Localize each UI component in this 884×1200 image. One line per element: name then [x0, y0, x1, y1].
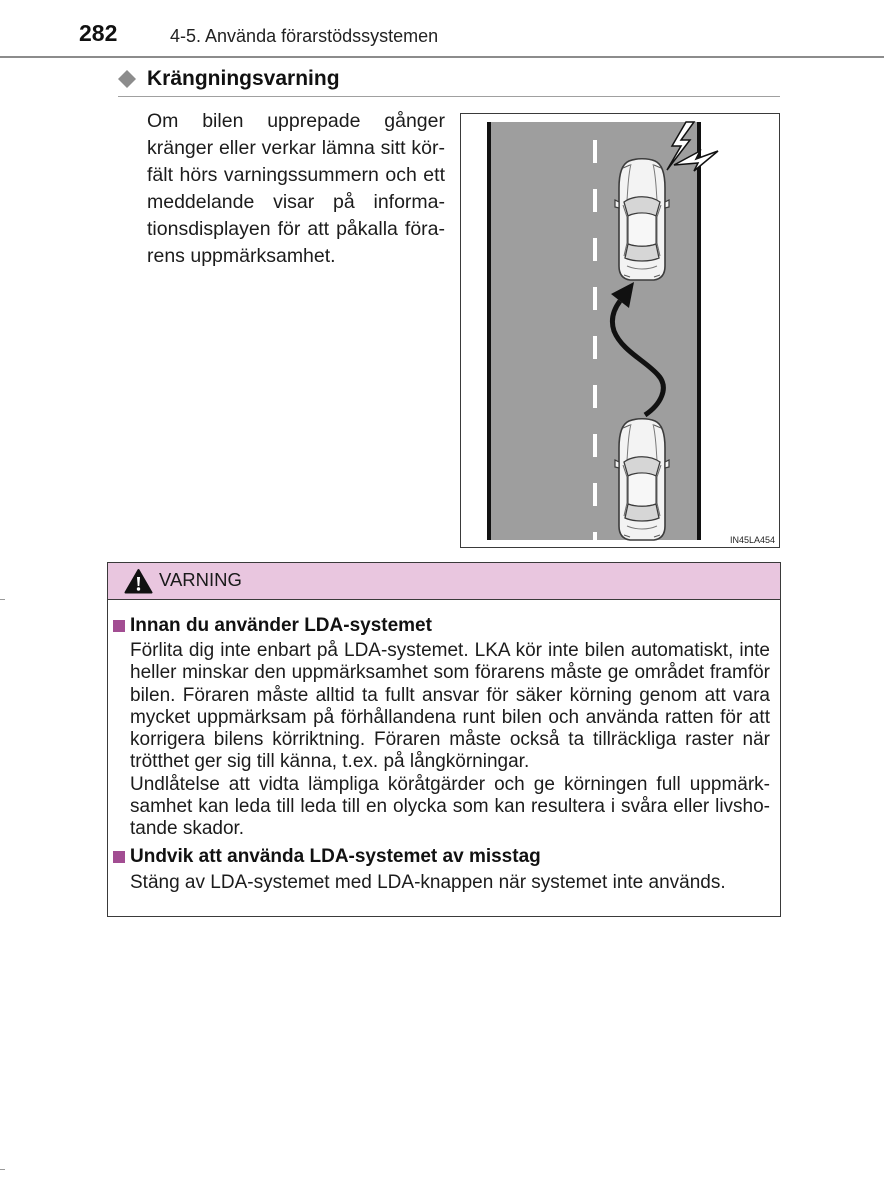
warning-label: VARNING: [159, 569, 242, 590]
body-line: kränger eller verkar lämna sitt kör-: [147, 137, 445, 159]
diamond-icon: [117, 68, 137, 90]
car-top: [615, 159, 669, 280]
warning-line: Undlåtelse att vidta lämpliga köråtgärder och ge körningen full uppmärk-: [130, 773, 770, 795]
section-rule: [118, 96, 780, 97]
warning-line: Stäng av LDA-systemet med LDA-knappen när systemet inte används.: [130, 872, 726, 893]
warning-triangle-icon: [124, 568, 153, 594]
body-line: rens uppmärksamhet.: [147, 245, 336, 267]
warning-line: trötthet ger sig till känna, t.ex. på långkörningar.: [130, 751, 530, 773]
body-line: tionsdisplayen för att påkalla föra-: [147, 218, 445, 240]
warning-item-text: [130, 872, 770, 894]
warning-line: heller minskar den uppmärksamhet som förarens måste ge området framför: [130, 662, 770, 684]
car-bottom: [615, 419, 669, 540]
square-bullet-icon: [113, 851, 125, 863]
warning-line: tande skador.: [130, 818, 245, 839]
section-title: Krängningsvarning: [147, 67, 340, 90]
warning-line: Förlita dig inte enbart på LDA-systemet. LKA kör inte bilen automatiskt, inte: [130, 640, 770, 661]
warning-item-heading: Innan du använder LDA-systemet: [130, 615, 432, 636]
crop-mark: [0, 599, 5, 600]
lane-departure-illustration: [460, 113, 780, 548]
square-bullet-icon: [113, 620, 125, 632]
warning-line: samhet kan leda till leda till en olycka som kan resultera i svåra eller livsho-: [130, 795, 770, 817]
page-number: 282: [79, 20, 118, 46]
road-edge-left: [487, 122, 491, 540]
figure-code: IN45LA454: [729, 535, 775, 545]
body-line: meddelande visar på informa-: [147, 191, 445, 213]
road-edge-right: [697, 122, 701, 540]
section-body: [147, 108, 445, 270]
chapter-title: 4-5. Använda förarstödssystemen: [170, 26, 439, 46]
warning-box: [107, 562, 781, 917]
warning-line: mycket uppmärksam på förhållandena runt bilen och använda ratten för att: [130, 706, 770, 728]
warning-line: bilen. Föraren måste alltid ta fullt ansvar för säker körning genom att vara: [130, 684, 770, 706]
warning-line: korrigera bilens körriktning. Föraren måste också ta tillräckliga raster när: [130, 729, 770, 750]
road: [487, 122, 701, 540]
crop-mark: [0, 1169, 5, 1170]
body-line: Om bilen upprepade gånger: [147, 110, 445, 132]
header-rule: [0, 56, 884, 58]
warning-item-heading: Undvik att använda LDA-systemet av misstag: [130, 846, 541, 867]
body-line: fält hörs varningssummern och ett: [147, 164, 445, 186]
warning-item-text: [130, 640, 770, 840]
